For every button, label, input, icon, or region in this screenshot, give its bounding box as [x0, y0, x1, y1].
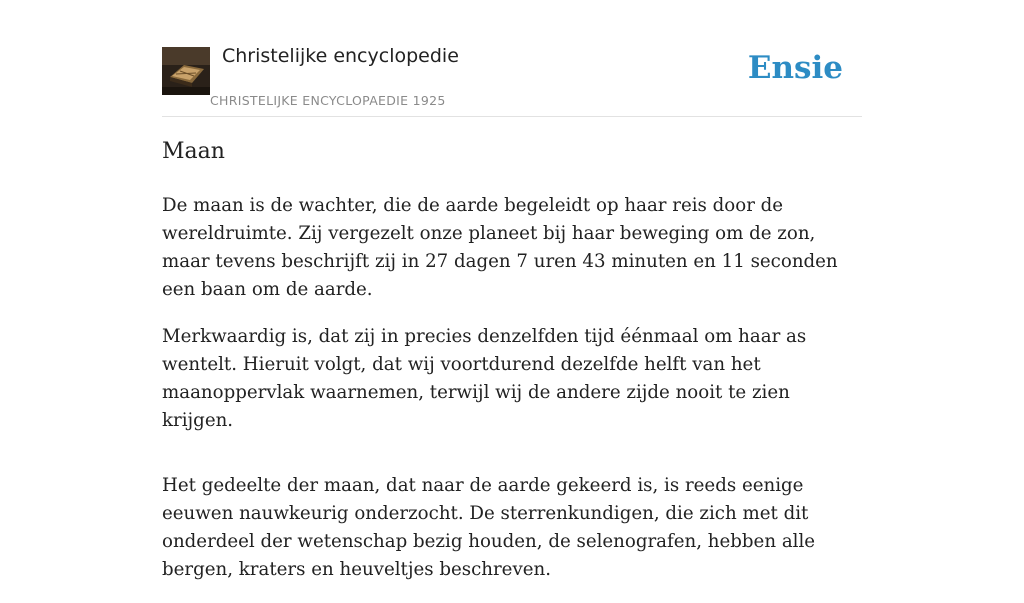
- site-header: [162, 0, 862, 117]
- page-title: Maan: [162, 139, 225, 164]
- article-body: [162, 192, 862, 603]
- paragraph: Het gedeelte der maan, dat naar de aarde gekeerd is, is reeds eenige eeuwen nauwkeurig onderzocht. De sterrenkundigen, die zich met dit onderdeel der wetenschap bezig houden, de selenografen, hebben alle bergen, kraters en heuveltjes beschreven.: [162, 475, 816, 580]
- page-container: [162, 0, 862, 580]
- book-icon[interactable]: [162, 47, 210, 95]
- paragraph: De maan is de wachter, die de aarde begeleidt op haar reis door de wereldruimte. Zij vergezelt onze planeet bij haar beweging om de zon, maar tevens beschrijft zij in 27 dagen 7 uren 43 minuten en 11 seconden een baan om de aarde.: [162, 195, 838, 300]
- site-subtitle[interactable]: CHRISTELIJKE ENCYCLOPAEDIE 1925: [210, 93, 446, 108]
- brand-logo[interactable]: Ensie: [747, 50, 843, 86]
- site-name[interactable]: Christelijke encyclopedie: [222, 45, 459, 67]
- paragraph: Merkwaardig is, dat zij in precies denzelfden tijd éénmaal om haar as wentelt. Hieruit volgt, dat wij voortdurend dezelfde helft van het maanoppervlak waarnemen, terwijl wij de andere zijde nooit te zien krijgen.: [162, 326, 807, 431]
